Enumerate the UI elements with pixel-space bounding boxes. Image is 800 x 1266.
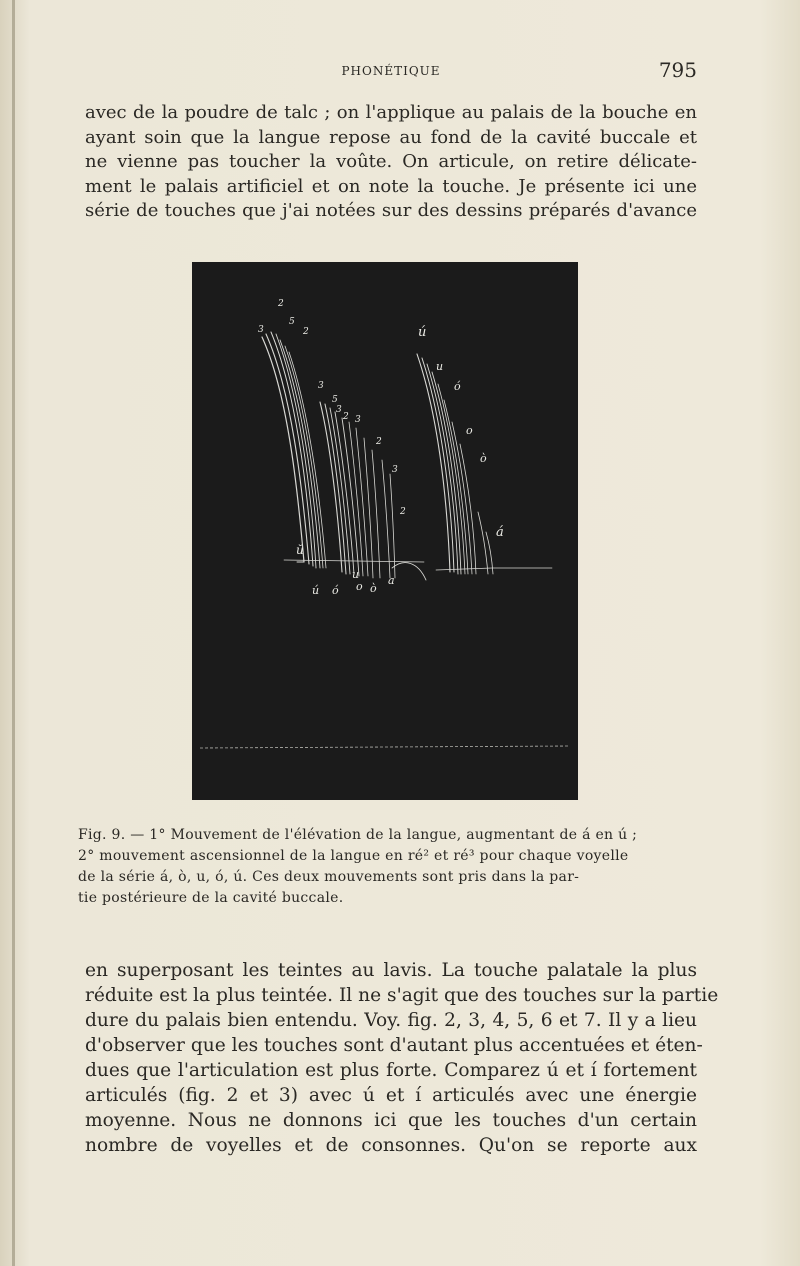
figure-9-plate xyxy=(192,262,578,800)
fig-label: 5 xyxy=(289,317,295,327)
running-title: PHONÉTIQUE xyxy=(341,64,441,78)
text-line: ment le palais artificiel et on note la touche. Je présente ici une xyxy=(85,175,697,197)
text-line: en superposant les teintes au lavis. La touche palatale la plus xyxy=(85,960,697,981)
text-line: série de touches que j'ai notées sur des dessins préparés d'avance xyxy=(85,200,697,221)
fig-label: u xyxy=(436,360,444,373)
text-line: ayant soin que la langue repose au fond de la cavité buccale et xyxy=(85,126,697,148)
text-line: nombre de voyelles et de consonnes. Qu'on se reporte aux xyxy=(85,1135,697,1156)
paragraph-bottom xyxy=(85,958,719,1158)
fig-label: 3 xyxy=(355,415,361,425)
fig-label: ò xyxy=(370,582,377,595)
page-number: 795 xyxy=(658,58,697,82)
fig-label: o xyxy=(466,424,473,437)
text-line: avec de la poudre de talc ; on l'applique au palais de la bouche en xyxy=(85,102,697,123)
text-line: réduite est la plus teintée. Il ne s'agit que des touches sur la partie xyxy=(85,985,719,1006)
fig-label: 3 xyxy=(336,405,342,415)
fig-label: ó xyxy=(332,584,339,597)
fig-label: ú xyxy=(418,325,427,340)
caption-line: 2° mouvement ascensionnel de la langue en ré² et ré³ pour chaque voyelle xyxy=(78,848,629,864)
fig-label: 2 xyxy=(400,507,406,517)
fig-label: 3 xyxy=(258,325,264,335)
fig-label: 5 xyxy=(332,395,338,405)
fig-label: o xyxy=(356,580,363,593)
caption-line: de la série á, ò, u, ó, ú. Ces deux mouvements sont pris dans la par- xyxy=(78,869,580,885)
fig-label: ò xyxy=(480,452,487,465)
fig-label: u xyxy=(352,568,360,581)
text-line: moyenne. Nous ne donnons ici que les touches d'un certain xyxy=(85,1110,697,1131)
fig-label: 2 xyxy=(376,437,382,447)
fig-label: ŭ xyxy=(296,543,304,557)
text-line: dues que l'articulation est plus forte. Comparez ú et í fortement xyxy=(85,1060,697,1081)
page-spine-shadow xyxy=(12,0,15,1266)
caption-line: Fig. 9. — 1° Mouvement de l'élévation de la langue, augmentant de á en ú ; xyxy=(78,827,638,843)
text-line: d'observer que les touches sont d'autant plus accentuées et éten- xyxy=(85,1035,703,1056)
text-line: articulés (fig. 2 et 3) avec ú et í articulés avec une énergie xyxy=(85,1085,697,1106)
fig-label: ú xyxy=(312,584,320,597)
page-header xyxy=(85,58,697,88)
text-line: dure du palais bien entendu. Voy. fig. 2, 3, 4, 5, 6 et 7. Il y a lieu xyxy=(85,1010,697,1031)
paragraph-top xyxy=(85,101,697,224)
fig-label: 3 xyxy=(392,465,398,475)
baseline-dashed xyxy=(200,746,570,748)
text-line: ne vienne pas toucher la voûte. On articule, on retire délicate- xyxy=(85,151,697,172)
tongue-movement-tracing xyxy=(192,262,578,800)
fig-label: ó xyxy=(454,380,461,393)
fig-label: 2 xyxy=(343,412,349,422)
fig-label: 2 xyxy=(278,299,284,309)
fig-label: 2 xyxy=(303,327,309,337)
figure-caption xyxy=(78,825,698,909)
left-tracing-group xyxy=(262,332,426,580)
caption-line: tie postérieure de la cavité buccale. xyxy=(78,890,344,906)
fig-label: a xyxy=(388,574,395,587)
fig-label: á xyxy=(496,525,504,540)
fig-label: 3 xyxy=(318,381,324,391)
